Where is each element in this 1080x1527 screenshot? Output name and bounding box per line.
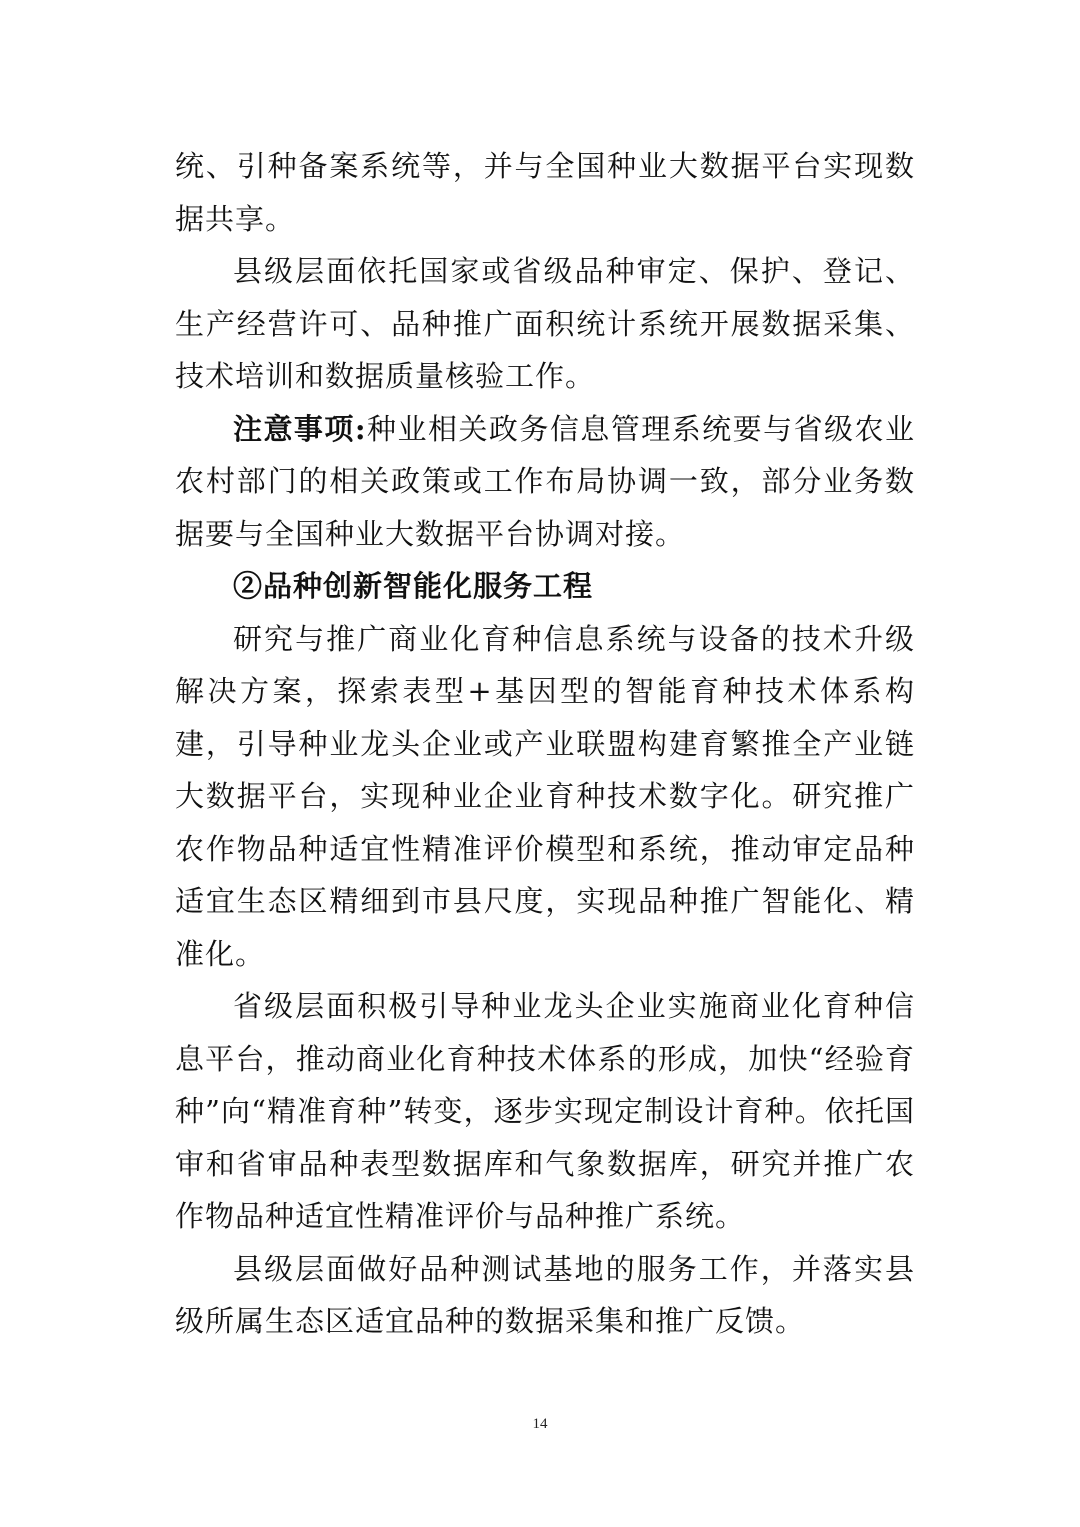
- paragraph-data-sharing: 统、引种备案系统等，并与全国种业大数据平台实现数据共享。: [175, 149, 915, 236]
- section-heading: ②品种创新智能化服务工程: [233, 569, 594, 603]
- paragraph-breeding-research: 研究与推广商业化育种信息系统与设备的技术升级解决方案，探索表型+基因型的智能育种技术体系构建，引导种业龙头企业或产业联盟构建育繁推全产业链大数据平台，实现种业企业育种技术数字化。研究推广农作物品种适宜性精准评价模型和系统，推动审定品种适宜生态区精细到市县尺度，实现品种推广智能化、精准化。: [175, 621, 915, 971]
- paragraph-county-level-service: 县级层面做好品种测试基地的服务工作，并落实县级所属生态区适宜品种的数据采集和推广反馈。: [175, 1251, 915, 1338]
- notes-label: 注意事项:: [233, 411, 367, 446]
- notes-text: 种业相关政务信息管理系统要与省级农业农村部门的相关政策或工作布局协调一致，部分业务数据要与全国种业大数据平台协调对接。: [175, 411, 915, 551]
- document-body: [175, 140, 915, 1348]
- paragraph-county-level-data: 县级层面依托国家或省级品种审定、保护、登记、生产经营许可、品种推广面积统计系统开展数据采集、技术培训和数据质量核验工作。: [175, 254, 915, 393]
- page-number: 14: [532, 1416, 548, 1432]
- paragraph-notes: [175, 403, 915, 561]
- paragraph-provincial-level: 省级层面积极引导种业龙头企业实施商业化育种信息平台，推动商业化育种技术体系的形成，加快“经验育种”向“精准育种”转变，逐步实现定制设计育种。依托国审和省审品种表型数据库和气象数据库，研究并推广农作物品种适宜性精准评价与品种推广系统。: [175, 989, 915, 1233]
